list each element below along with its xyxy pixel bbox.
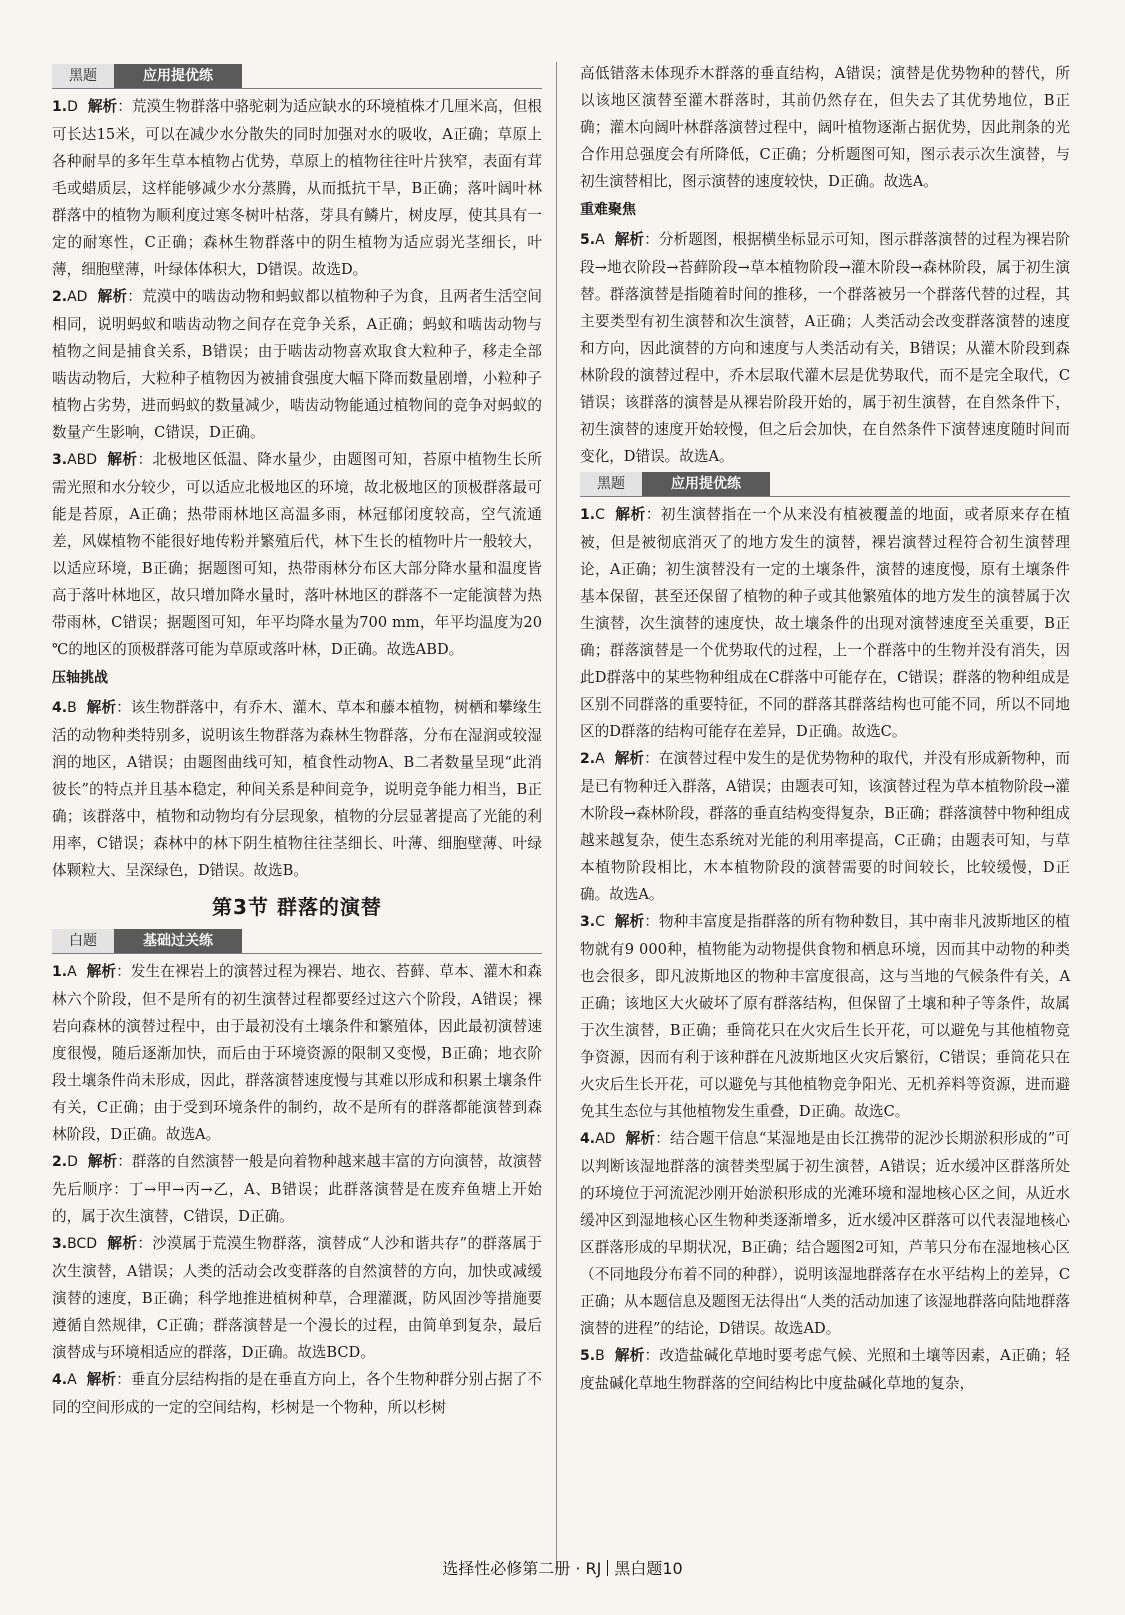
tag-name: 基础过关练 bbox=[114, 929, 242, 953]
item-label: 解析 bbox=[106, 1235, 138, 1252]
section-tag-white bbox=[52, 929, 542, 954]
item-label: 解析 bbox=[614, 750, 645, 767]
item-answer: A bbox=[67, 1372, 77, 1388]
item-number: 2. bbox=[52, 289, 68, 305]
basic-item-4 bbox=[52, 1366, 542, 1421]
item-answer: B bbox=[67, 700, 77, 716]
item-answer: AD bbox=[595, 1131, 616, 1147]
item-number: 3. bbox=[52, 452, 68, 468]
item-text: ：该生物群落中，有乔木、灌木、草本和藤本植物，树栖和攀缘生活的动物种类特别多，说明该生物群落为森林生物群落，分布在湿润或较湿润的地区，A错误；由题图曲线可知，植食性动物A、B二者数量呈现“此消彼长”的特点并且基本稳定，种间关系是种间竞争，说明竞争能力相当，B正确；该群落中，植物和动物均有分层现象，植物的分层显著提高了光能的利用率，C错误；森林中的林下阴生植物往往茎细长、叶薄、细胞壁薄、叶绿体颗粒大、呈深绿色，D错误。故选B。 bbox=[52, 699, 542, 879]
item-number: 4. bbox=[52, 700, 68, 716]
item-text: ：分析题图，根据横坐标显示可知，图示群落演替的过程为裸岩阶段→地衣阶段→苔藓阶段→草本植物阶段→灌木阶段→森林阶段，属于初生演替。群落演替是指随着时间的推移，一个群落被另一个群落代替的过程，其主要类型有初生演替和次生演替，A正确；人类活动会改变群落演替的速度和方向，因此演替的方向和速度与人类活动有关，B错误；从灌木阶段到森林阶段的演替过程中，乔木层取代灌木层是优势取代，而不是完全取代，C错误；该群落的演替是从裸岩阶段开始的，属于初生演替，在自然条件下，初生演替的速度开始较慢，但之后会加快，在自然条件下演替速度随时间而变化，D错误。故选A。 bbox=[580, 231, 1070, 465]
tag-kind: 白题 bbox=[52, 929, 114, 953]
item-text: ：荒漠生物群落中骆驼刺为适应缺水的环境植株才几厘米高，但根可长达15米，可以在减少水分散失的同时加强对水的吸收，A正确；草原上各种耐旱的多年生草本植物占优势，草原上的植物往往叶片狭窄，表面有茸毛或蜡质层，这样能够减少水分蒸腾，从而抵抗干旱，B正确；落叶阔叶林群落中的植物为顺利度过寒冬树叶枯落，芽具有鳞片，树皮厚，使其具有一定的耐寒性，C正确；森林生物群落中的阴生植物为适应弱光茎细长，叶薄，细胞壁薄，叶绿体体积大，D错误。故选D。 bbox=[52, 98, 542, 278]
answer-item-3 bbox=[52, 446, 542, 663]
item-text: ：改造盐碱化草地时要考虑气候、光照和土壤等因素，A正确；轻度盐碱化草地生物群落的空间结构比中度盐碱化草地的复杂， bbox=[580, 1347, 1070, 1392]
continued-text: 高低错落未体现乔木群落的垂直结构，A错误；演替是优势物种的替代，所以该地区演替至灌木群落时，其前仍然存在，但失去了其优势地位，B正确；灌木向阔叶林群落演替过程中，阔叶植物逐渐占据优势，因此荆条的光合作用总强度会有所降低，C正确；分析题图可知，图示表示次生演替，与初生演替相比，图示演替的速度较快，D正确。故选A。 bbox=[580, 65, 1070, 190]
answer-item-2 bbox=[52, 283, 542, 446]
basic-item-3 bbox=[52, 1230, 542, 1366]
item-text: ：初生演替指在一个从来没有植被覆盖的地面，或者原来存在植被，但是被彻底消灭了的地方发生的演替，裸岩演替过程符合初生演替理论，A正确；初生演替没有一定的土壤条件，演替的速度慢，原有土壤条件基本保留，甚至还保留了植物的种子或其他繁殖体的地方发生的演替属于次生演替，次生演替的速度快，故土壤条件的出现对演替速度至关重要，B正确；群落演替是一个优势取代的过程，上一个群落中的生物并没有消失，因此D群落中的某些物种组成在C群落中可能存在，C错误；群落的物种组成是区别不同群落的重要特征，不同的群落其群落结构也可能不同，所以不同地区的D群落的结构可能存在差异，D正确。故选C。 bbox=[580, 506, 1070, 740]
item-label: 解析 bbox=[625, 1130, 656, 1147]
subheading-challenge: 压轴挑战 bbox=[52, 670, 108, 686]
item-number: 3. bbox=[52, 1236, 68, 1252]
footer-separator bbox=[607, 1560, 608, 1576]
item-text: ：北极地区低温、降水量少，由题图可知，苔原中植物生长所需光照和水分较少，可以适应北极地区的环境，故北极地区的顶极群落最可能是苔原，A正确；热带雨林地区高温多雨，林冠郁闭度较高，空气流通差，风媒植物不能很好地传粉并繁殖后代，林下生长的植物叶片一般较大，以适应环境，B正确；据题图可知，热带雨林分布区大部分降水量和温度皆高于落叶林地区，故只增加降水量时，落叶林地区的群落不一定能演替为热带雨林，C错误；据题图可知，年平均降水量为700 mm，年平均温度为20 ℃的地区的顶极群落可能为草原或落叶林，D正确。故选ABD。 bbox=[52, 451, 542, 658]
item-text: ：在演替过程中发生的是优势物种的取代，并没有形成新物种，而是已有物种迁入群落，A错误；由题表可知，该演替过程为草本植物阶段→灌木阶段→森林阶段，群落的垂直结构变得复杂，B正确；群落演替中物种组成越来越复杂，使生态系统对光能的利用率提高，C正确；由题表可知，与草本植物阶段相比，木本植物阶段的演替需要的时间较长，比较缓慢，D正确。故选A。 bbox=[580, 750, 1070, 903]
item-answer: BCD bbox=[67, 1236, 97, 1252]
answer-item-1 bbox=[52, 93, 542, 283]
section-tag-black-2 bbox=[580, 472, 1070, 497]
item-text: ：垂直分层结构指的是在垂直方向上，各个生物种群分别占据了不同的空间形成的一定的空间结构，杉树是一个物种，所以杉树 bbox=[52, 1371, 542, 1416]
item-answer: B bbox=[595, 1348, 605, 1364]
footer-page-number: 10 bbox=[662, 1559, 683, 1578]
item-number: 4. bbox=[580, 1131, 596, 1147]
page-footer bbox=[0, 1556, 1125, 1579]
item-answer: AD bbox=[67, 289, 88, 305]
item-answer: A bbox=[67, 964, 77, 980]
item-label: 解析 bbox=[86, 963, 117, 980]
item-text: ：发生在裸岩上的演替过程为裸岩、地衣、苔藓、草本、灌木和森林六个阶段，但不是所有的初生演替过程都要经过这六个阶段，A错误；裸岩向森林的演替过程中，由于最初没有土壤条件和繁殖体，因此最初演替速度很慢，随后逐渐加快，而后由于环境资源的限制又变慢，B正确；地衣阶段土壤条件尚未形成，因此，群落演替速度慢与其难以形成和积累土壤条件有关，C正确；由于受到环境条件的制约，故不是所有的群落都能演替到森林阶段，D正确。故选A。 bbox=[52, 963, 542, 1143]
left-column bbox=[52, 62, 542, 1421]
item-label: 解析 bbox=[87, 1153, 118, 1170]
subheading-focus: 重难聚焦 bbox=[580, 202, 636, 218]
advanced-item-2 bbox=[580, 745, 1070, 908]
answer-item-4 bbox=[52, 694, 542, 884]
item-text: ：荒漠中的啮齿动物和蚂蚁都以植物种子为食，且两者生活空间相同，说明蚂蚁和啮齿动物之间存在竞争关系，A正确；蚂蚁和啮齿动物与植物之间是捕食关系，B错误；由于啮齿动物喜欢取食大粒种子，移走全部啮齿动物后，大粒种子植物因为被捕食强度大幅下降而数量剧增，小粒种子植物占劣势，进而蚂蚁的数量减少，啮齿动物能通过植物间的竞争对蚂蚁的数量产生影响，C错误，D正确。 bbox=[52, 288, 542, 441]
item-answer: C bbox=[595, 507, 605, 523]
item-text: ：沙漠属于荒漠生物群落，演替成“人沙和谐共存”的群落属于次生演替，A错误；人类的活动会改变群落的自然演替的方向，加快或减缓演替的速度，B正确；科学地推进植树种草，合理灌溉，防风固沙等措施要遵循自然规律，C正确；群落演替是一个漫长的过程，由简单到复杂，最后演替成与环境相适应的群落，D正确。故选BCD。 bbox=[52, 1235, 542, 1361]
item-label: 解析 bbox=[86, 1371, 117, 1388]
tag-name: 应用提优练 bbox=[114, 64, 242, 88]
advanced-item-5 bbox=[580, 1342, 1070, 1397]
item-number: 5. bbox=[580, 232, 596, 248]
tag-kind: 黑题 bbox=[580, 472, 642, 496]
item-answer: ABD bbox=[67, 452, 98, 468]
item-number: 5. bbox=[580, 1348, 596, 1364]
advanced-item-1 bbox=[580, 501, 1070, 745]
item-answer: C bbox=[595, 914, 605, 930]
section-title: 第3节 群落的演替 bbox=[212, 895, 382, 919]
right-column bbox=[580, 60, 1070, 1397]
footer-brand: 黑白题 bbox=[614, 1559, 663, 1578]
item-answer: D bbox=[67, 1154, 78, 1170]
item-label: 解析 bbox=[97, 288, 128, 305]
item-number: 2. bbox=[580, 751, 596, 767]
answer-item-5 bbox=[580, 226, 1070, 470]
item-number: 1. bbox=[580, 507, 596, 523]
item-label: 解析 bbox=[614, 231, 645, 248]
section-tag-black bbox=[52, 64, 542, 89]
item-number: 2. bbox=[52, 1154, 68, 1170]
tag-name: 应用提优练 bbox=[642, 472, 770, 496]
item-text: ：物种丰富度是指群落的所有物种数目，其中南非凡波斯地区的植物就有9 000种，植物能为动物提供食物和栖息环境，因而其中动物的种类也会很多，即凡波斯地区的物种丰富度很高，这与当地的气候条件有关，A正确；该地区大火破坏了原有群落结构，但保留了土壤和种子等条件，故属于次生演替，B正确；垂筒花只在火灾后生长开花，可以避免与其他植物竞争资源，因而有利于该种群在凡波斯地区火灾后繁衍，C错误；垂筒花只在火灾后生长开花，可以避免与其他植物竞争阳光、无机养料等资源，进而避免其生态位与其他植物发生重叠，D正确。故选C。 bbox=[580, 913, 1070, 1120]
tag-kind: 黑题 bbox=[52, 64, 114, 88]
item-label: 解析 bbox=[87, 98, 118, 115]
item-answer: A bbox=[595, 751, 605, 767]
basic-item-2 bbox=[52, 1148, 542, 1230]
item-label: 解析 bbox=[614, 1347, 645, 1364]
item-label: 解析 bbox=[86, 699, 117, 716]
footer-book: 选择性必修第二册 · RJ bbox=[442, 1559, 602, 1578]
item-number: 3. bbox=[580, 914, 596, 930]
item-answer: A bbox=[595, 232, 605, 248]
item-answer: D bbox=[67, 99, 78, 115]
item-label: 解析 bbox=[614, 506, 646, 523]
basic-item-1 bbox=[52, 958, 542, 1148]
advanced-item-4 bbox=[580, 1125, 1070, 1342]
item-label: 解析 bbox=[614, 913, 645, 930]
advanced-item-3 bbox=[580, 908, 1070, 1125]
column-divider bbox=[556, 62, 557, 1572]
item-number: 1. bbox=[52, 99, 68, 115]
item-text: ：结合题干信息“某湿地是由长江携带的泥沙长期淤积形成的”可以判断该湿地群落的演替类型属于初生演替，A错误；近水缓冲区群落所处的环境位于河流泥沙刚开始淤积形成的光滩环境和湿地核心区之间，从近水缓冲区到湿地核心区生物种类逐渐增多，近水缓冲区群落可以代表湿地核心区群落形成的早期状况，B正确；结合题图2可知，芦苇只分布在湿地核心区（不同地段分布着不同的种群），说明该湿地群落存在水平结构上的差异，C正确；从本题信息及题图无法得出“人类的活动加速了该湿地群落向陆地群落演替的进程”的结论，D错误。故选AD。 bbox=[580, 1130, 1070, 1337]
item-label: 解析 bbox=[107, 451, 138, 468]
item-text: ：群落的自然演替一般是向着物种越来越丰富的方向演替，故演替先后顺序：丁→甲→丙→乙，A、B错误；此群落演替是在废弃鱼塘上开始的，属于次生演替，C错误，D正确。 bbox=[52, 1153, 542, 1225]
item-number: 4. bbox=[52, 1372, 68, 1388]
item-number: 1. bbox=[52, 964, 68, 980]
